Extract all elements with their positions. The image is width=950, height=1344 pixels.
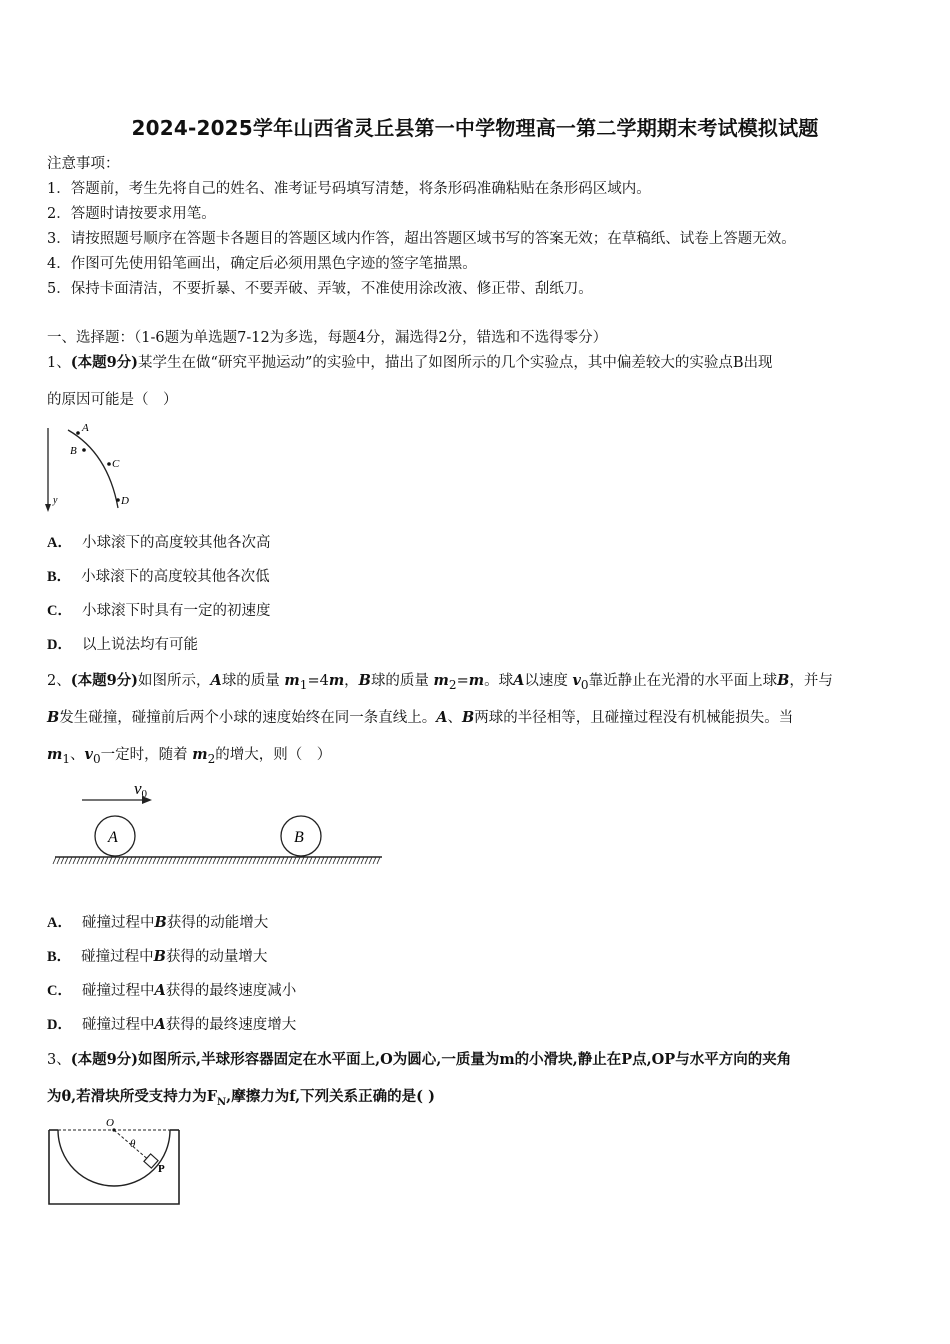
question-3-line-1: 3、(本题9分)如图所示,半球形容器固定在水平面上,O为圆心,一质量为m的小滑块,静止在P点,OP与水平方向的夹角 (47, 1051, 792, 1068)
question-2-line-2: B发生碰撞，碰撞前后两个小球的速度始终在同一条直线上。A、B两球的半径相等，且碰撞过程没有机械能损失。当 (47, 709, 794, 726)
hatch-line (305, 857, 308, 864)
hatch-line (61, 857, 64, 864)
hatch-line (253, 857, 256, 864)
hatch-line (145, 857, 148, 864)
hatch-line (329, 857, 332, 864)
question-2-tag: (本题9分) (70, 672, 139, 689)
hatch-line (133, 857, 136, 864)
hatch-line (361, 857, 364, 864)
q1-trajectory-figure (40, 418, 150, 518)
question-1-line-2: 的原因可能是（ ） (47, 392, 178, 408)
hatch-line (205, 857, 208, 864)
center-o-label: O (106, 1117, 114, 1129)
hatch-line (85, 857, 88, 864)
hatch-line (157, 857, 160, 864)
hatch-line (221, 857, 224, 864)
hatch-line (121, 857, 124, 864)
question-3-line-2: 为θ,若滑块所受支持力为$F_N$,摩擦力为f,下列关系正确的是( ) (47, 1088, 435, 1108)
point-b-label: B (70, 445, 77, 457)
hatch-line (257, 857, 260, 864)
hatch-line (285, 857, 288, 864)
hatch-line (209, 857, 212, 864)
q2-option-c[interactable]: C． 碰撞过程中A获得的最终速度减小 (47, 982, 297, 999)
q2-collision-figure (52, 774, 387, 874)
hatch-line (201, 857, 204, 864)
notice-heading: 注意事项： (47, 156, 120, 172)
hatch-line (185, 857, 188, 864)
hatch-line (53, 857, 56, 864)
section-heading: 一、选择题：（1-6题为单选题7-12为多选，每题4分，漏选得2分，错选和不选得零分） (47, 330, 608, 346)
hatch-line (325, 857, 328, 864)
point-c-label: C (112, 458, 120, 470)
hatch-line (269, 857, 272, 864)
hatch-line (229, 857, 232, 864)
hatch-line (189, 857, 192, 864)
ground-hatching (53, 857, 380, 864)
hatch-line (233, 857, 236, 864)
hatch-line (57, 857, 60, 864)
hatch-line (281, 857, 284, 864)
hatch-line (265, 857, 268, 864)
hatch-line (117, 857, 120, 864)
hatch-line (249, 857, 252, 864)
hatch-line (173, 857, 176, 864)
notice-item: 5．保持卡面清洁，不要折暴、不要弄破、弄皱，不准使用涂改液、修正带、刮纸刀。 (47, 281, 593, 297)
q2-option-d[interactable]: D． 碰撞过程中A获得的最终速度增大 (47, 1016, 297, 1033)
hatch-line (245, 857, 248, 864)
hatch-line (177, 857, 180, 864)
q2-option-b[interactable]: B． 碰撞过程中B获得的动量增大 (47, 948, 268, 965)
hatch-line (65, 857, 68, 864)
v0-label: v0 (134, 779, 148, 800)
hatch-line (349, 857, 352, 864)
question-1-line-1: 1、(本题9分)某学生在做“研究平抛运动”的实验中，描出了如图所示的几个实验点，其中偏差较大的实验点B出现 (47, 354, 773, 371)
point-a (76, 431, 80, 435)
notice-item: 3．请按照题号顺序在答题卡各题目的答题区域内作答，超出答题区域书写的答案无效；在草稿纸、试卷上答题无效。 (47, 231, 796, 247)
hatch-line (357, 857, 360, 864)
hatch-line (377, 857, 380, 864)
slider-block (144, 1154, 158, 1168)
hatch-line (213, 857, 216, 864)
notice-item: 4．作图可先使用铅笔画出，确定后必须用黑色字迹的签字笔描黑。 (47, 256, 477, 272)
hatch-line (237, 857, 240, 864)
question-2-line-3: $m_1$、$v_0$一定时，随着 $m_2$的增大，则（ ） (47, 746, 332, 766)
hatch-line (353, 857, 356, 864)
hatch-line (161, 857, 164, 864)
hatch-line (113, 857, 116, 864)
hatch-line (217, 857, 220, 864)
hatch-line (153, 857, 156, 864)
notice-item: 1．答题前，考生先将自己的姓名、准考证号码填写清楚，将条形码准确粘贴在条形码区域内。 (47, 181, 651, 197)
hatch-line (89, 857, 92, 864)
theta-label: θ (130, 1138, 136, 1150)
point-p-label: P (158, 1163, 165, 1175)
hatch-line (141, 857, 144, 864)
hatch-line (289, 857, 292, 864)
hatch-line (365, 857, 368, 864)
hatch-line (241, 857, 244, 864)
hatch-line (337, 857, 340, 864)
y-axis-arrow (45, 504, 51, 512)
hatch-line (105, 857, 108, 864)
q1-option-a[interactable]: A． 小球滚下的高度较其他各次高 (47, 535, 271, 551)
page-title: 2024-2025学年山西省灵丘县第一中学物理高一第二学期期末考试模拟试题 (131, 116, 819, 140)
hatch-line (109, 857, 112, 864)
hatch-line (373, 857, 376, 864)
hatch-line (261, 857, 264, 864)
hatch-line (225, 857, 228, 864)
hatch-line (197, 857, 200, 864)
hatch-line (149, 857, 152, 864)
q3-hemisphere-figure (44, 1116, 184, 1208)
hatch-line (69, 857, 72, 864)
hatch-line (301, 857, 304, 864)
trajectory-curve (68, 430, 118, 508)
q1-option-c[interactable]: C． 小球滚下时具有一定的初速度 (47, 603, 271, 619)
question-2-line-1: 2、(本题9分)如图所示，A球的质量 $m_1=4m$，B球的质量 $m_2=m$。球A以速度 $v_0$靠近静止在光滑的水平面上球B，并与 (47, 672, 833, 692)
ball-b-label: B (294, 829, 304, 846)
hatch-line (81, 857, 84, 864)
hatch-line (309, 857, 312, 864)
hatch-line (313, 857, 316, 864)
hatch-line (181, 857, 184, 864)
q2-option-a[interactable]: A． 碰撞过程中B获得的动能增大 (47, 914, 269, 931)
hatch-line (277, 857, 280, 864)
q1-option-d[interactable]: D． 以上说法均有可能 (47, 637, 198, 653)
question-3-tag: (本题9分) (70, 1051, 139, 1068)
q1-option-b[interactable]: B． 小球滚下的高度较其他各次低 (47, 569, 270, 585)
point-a-label: A (82, 422, 89, 434)
y-axis-label: y (53, 495, 58, 506)
hatch-line (193, 857, 196, 864)
hatch-line (341, 857, 344, 864)
question-1-tag: (本题9分) (70, 354, 139, 371)
hatch-line (137, 857, 140, 864)
hatch-line (321, 857, 324, 864)
hatch-line (345, 857, 348, 864)
notice-item: 2．答题时请按要求用笔。 (47, 206, 216, 222)
point-b (82, 448, 86, 452)
hatch-line (317, 857, 320, 864)
hatch-line (169, 857, 172, 864)
point-c (107, 462, 111, 466)
hatch-line (293, 857, 296, 864)
hatch-line (369, 857, 372, 864)
ball-a-label: A (108, 829, 118, 846)
hatch-line (297, 857, 300, 864)
hatch-line (73, 857, 76, 864)
hatch-line (93, 857, 96, 864)
hatch-line (165, 857, 168, 864)
hatch-line (97, 857, 100, 864)
point-d-label: D (121, 495, 129, 507)
hatch-line (333, 857, 336, 864)
hatch-line (101, 857, 104, 864)
hatch-line (129, 857, 132, 864)
hatch-line (77, 857, 80, 864)
hatch-line (273, 857, 276, 864)
point-d (116, 498, 120, 502)
hatch-line (125, 857, 128, 864)
